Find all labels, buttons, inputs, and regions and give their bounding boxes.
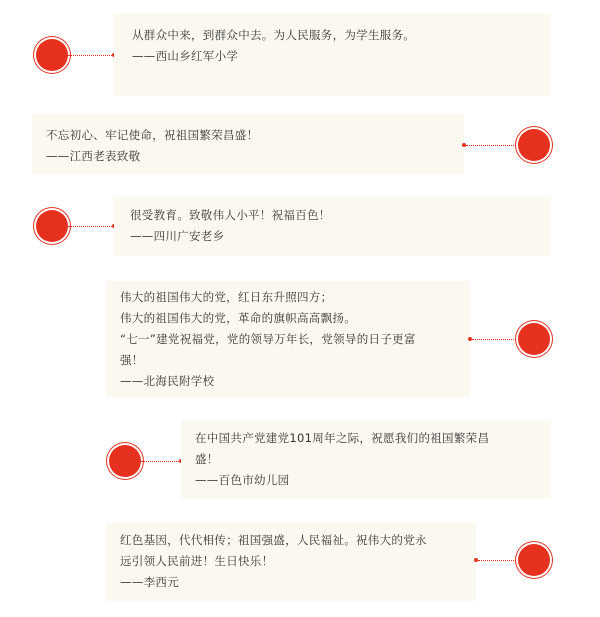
message-text: 强！: [120, 353, 144, 367]
timeline-connector: [68, 226, 114, 227]
message-text: 伟大的祖国伟大的党，革命的旗帜高高飘扬。: [120, 311, 356, 325]
timeline-dot: [518, 544, 550, 576]
message-text: “七一”建党祝福党，党的领导万年长，党领导的日子更富: [120, 332, 416, 346]
timeline-dot: [518, 129, 550, 161]
message-text: 从群众中来，到群众中去。为人民服务，为学生服务。: [132, 28, 416, 42]
message-text: 伟大的祖国伟大的党，红日东升照四方；: [120, 290, 333, 304]
message-text: 远引领人民前进！生日快乐！: [120, 554, 274, 568]
message-text: 盛！: [195, 452, 219, 466]
message-text: 不忘初心、牢记使命，祝祖国繁荣昌盛！: [46, 128, 259, 142]
message-text: 红色基因，代代相传；祖国强盛，人民福祉。祝伟大的党永: [120, 533, 427, 547]
message-text: 很受教育。致敬伟人小平！祝福百色！: [130, 208, 331, 222]
message-card: [114, 14, 550, 96]
message-card: [106, 281, 470, 397]
message-signature: ——江西老表致敬: [46, 149, 141, 163]
timeline-connector: [478, 560, 518, 561]
timeline-connector: [472, 339, 518, 340]
message-card: [32, 114, 464, 174]
message-signature: ——西山乡红军小学: [132, 49, 239, 63]
message-card: [106, 523, 476, 601]
timeline-dot: [109, 445, 141, 477]
message-card: [181, 420, 550, 498]
timeline-connector: [466, 145, 518, 146]
timeline-connector: [68, 55, 114, 56]
message-signature: ——四川广安老乡: [130, 229, 225, 243]
timeline-dot: [36, 39, 68, 71]
timeline-dot: [518, 323, 550, 355]
timeline-dot: [36, 210, 68, 242]
timeline-connector: [141, 461, 181, 462]
message-text: 在中国共产党建党101周年之际，祝愿我们的祖国繁荣昌: [195, 431, 490, 445]
message-signature: ——百色市幼儿园: [195, 473, 290, 487]
message-signature: ——李西元: [120, 575, 179, 589]
message-card: [114, 196, 550, 256]
message-signature: ——北海民附学校: [120, 374, 215, 388]
